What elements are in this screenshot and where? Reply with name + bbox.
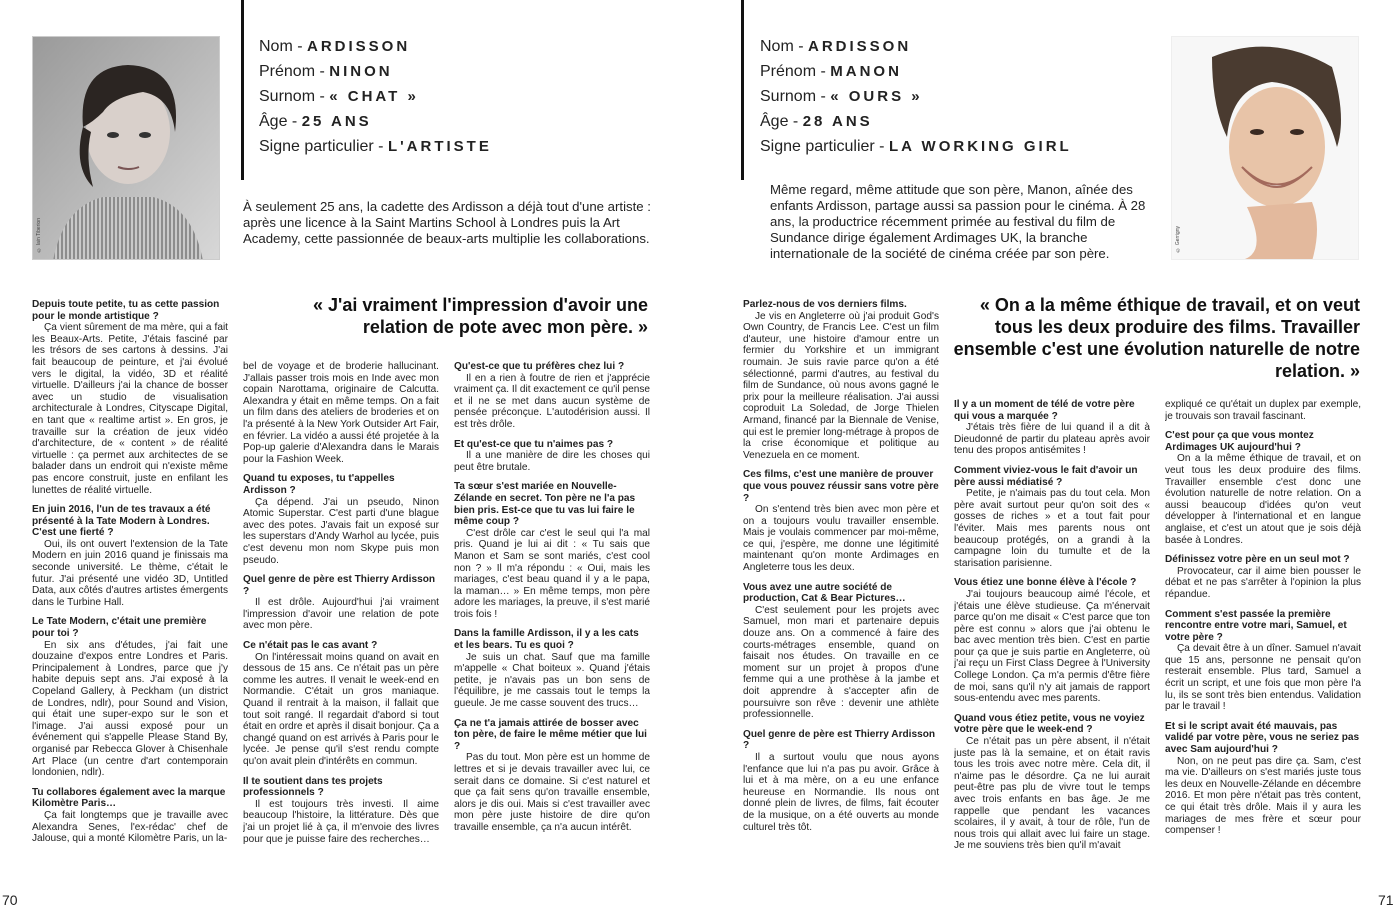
identity-row: Nom - ARDISSON <box>259 38 411 55</box>
identity-card-manon <box>760 34 1140 159</box>
interview-answer: Ce n'était pas un père absent, il n'était juste pas là la semaine, et on était ravis tous les trois avec notre mère. Cela dit, il n'aime pas le désordre. Ça ne lui aurait peut-être pas plu de vivre tout le temps avec trois enfants en bas âge. Je me rappelle que pendant les vacances scolaires, il y avait, à tour de rôle, l'un de nous trois qui allait avec lui faire un stage. Je me souviens très bien qu'il m'avait <box>954 736 1150 852</box>
interview-question: Tu collabores également avec la marque Kilomètre Paris… <box>32 786 226 810</box>
interview-question: Depuis toute petite, tu as cette passion pour le monde artistique ? <box>32 299 220 322</box>
interview-answer: C'est drôle car c'est le seul qui l'a mal pris. Quand je lui ai dit : « Tu sais que Manon et Sam se sont mariés, c'est cool non ? » Il m'a répondu : « Oui, mais les mariages, c'est beau quand il y a le papa, la maman… » En même temps, mon père adore les mariages, la preuve, il s'est marié trois fois ! <box>454 527 650 620</box>
continued-paragraph: bel de voyage et de broderie hallucinant. J'allais passer trois mois en Inde avec mon copain Narottama, originaire de Calcutta. Alexandra y était en même temps. On a fait un film dans des ateliers de broderies et on l'a présenté à la New York Outsider Art Fair, en février. La vidéo a aussi été projetée à la Pop-up galerie d'Alexandra dans le Marais pour la Fashion Week. <box>243 361 439 465</box>
interview-answer: Je suis un chat. Sauf que ma famille m'appelle « Chat boiteux ». Quand j'étais petite, je n'avais pas un bon sens de l'équilibre, je me cassais tout le temps la gueule. Je me casse souvent des trucs… <box>454 651 650 710</box>
interview-question: Ça ne t'a jamais attirée de bosser avec ton père, de faire le même métier que lui ? <box>454 717 647 752</box>
article-column-1 <box>32 299 228 899</box>
interview-answer: Il est drôle. Aujourd'hui j'ai vraiment l'impression d'avoir une relation de pote avec mon père. <box>243 597 439 632</box>
interview-answer: J'ai toujours beaucoup aimé l'école, et j'étais une élève studieuse. Ça m'énervait parce qu'on me disait « C'est parce que ton père est connu » alors que j'ai obtenu le bac avec mention très bien. C'est en partie pour ça que je suis partie en Angleterre, où j'ai reçu un First Class Degree à l'University College London. Ça m'a permis d'être fière de moi, sans qu'il n'y ait jamais de rapport sous-entendu avec mes parents. <box>954 588 1150 705</box>
interview-answer: Je vis en Angleterre où j'ai produit God's Own Country, de Francis Lee. C'est un film d'auteur, une histoire d'amour entre un fermier du Yorkshire et un immigrant roumain. Je suis ravie parce qu'on a été sélectionné, parmi d'autres, au festival du film de Sundance, où nous avons gagné le prix pour la meilleure réalisation. J'ai aussi coproduit La Soledad, de Jorge Thielen Armand, financé par la Biennale de Venise, qui est le premier long-métrage à propos de la crise économique et politique au Venezuela en ce moment. <box>743 310 939 461</box>
interview-answer: Oui, ils ont ouvert l'extension de la Tate Modern en juin 2016 quand je finissais ma seconde université. Le thème, c'était le futur. J'ai présenté une vidéo 3D, Untitled Data, aux côtés d'autres artistes émergents dans le Turbine Hall. <box>32 538 228 608</box>
article-column-3 <box>454 361 650 891</box>
identity-row: Nom - ARDISSON <box>760 38 912 55</box>
interview-answer: Provocateur, car il aime bien pousser le débat et ne pas s'arrêter à l'opinion la plus répandue. <box>1165 565 1361 600</box>
interview-question: Ces films, c'est une manière de prouver que vous pouvez réussir sans votre père ? <box>743 469 939 504</box>
interview-question: Qu'est-ce que tu préfères chez lui ? <box>454 361 625 372</box>
interview-question: Dans la famille Ardisson, il y a les cats et les bears. Tu es quoi ? <box>454 628 639 652</box>
photo-credit: © Gerrigny <box>1175 226 1181 253</box>
article-column-3 <box>1165 399 1361 891</box>
identity-row: Surnom - « CHAT » <box>259 88 419 105</box>
identity-row: Surnom - « OURS » <box>760 88 923 105</box>
photo-credit: © Iain Tiberion <box>36 218 42 253</box>
interview-question: Il te soutient dans tes projets professionnels ? <box>243 775 383 799</box>
interview-question: Quand tu exposes, tu t'appelles Ardisson ? <box>243 473 395 496</box>
interview-answer: Pas du tout. Mon père est un homme de lettres et si je devais travailler avec lui, ce serait dans ce domaine. Si c'est naturel et que ça fait sens qu'on travaille ensemble, alors je dis oui. Mais si c'est travailler avec mon père juste histoire de dire qu'on travaille ensemble, ça n'a aucun intérêt. <box>454 752 650 833</box>
interview-question: Vous avez une autre société de production, Cat & Bear Pictures… <box>743 581 906 605</box>
interview-answer: J'étais très fière de lui quand il a dit à Dieudonné de partir du plateau après avoir tenu des propos antisémites ! <box>954 422 1150 457</box>
interview-question: Parlez-nous de vos derniers films. <box>743 299 907 310</box>
article-column-1 <box>743 299 939 899</box>
interview-question: Et qu'est-ce que tu n'aimes pas ? <box>454 438 614 450</box>
interview-question: Quel genre de père est Thierry Ardisson ? <box>743 728 936 752</box>
identity-row: Signe particulier - LA WORKING GIRL <box>760 138 1072 155</box>
identity-card-ninon <box>259 34 559 159</box>
interview-question: Ta sœur s'est mariée en Nouvelle-Zélande en secret. Ton père ne l'a pas bien pris. Est-ce que tu vas lui faire le même coup ? <box>454 481 636 528</box>
interview-answer: Petite, je n'aimais pas du tout cela. Mon père avait surtout peur qu'on soit des « gosses de riches » et a tout fait pour l'éviter. Mais mes parents nous ont beaucoup protégés, on a grandi à la campagne loin du tumulte et de la starisation parisienne. <box>954 488 1150 569</box>
interview-answer: Il a surtout voulu que nous ayons l'enfance que lui n'a pas pu avoir. Grâce à lui et à ma mère, on a eu une enfance heureuse en Normandie. Ils nous ont donné plein de livres, de films, fait écouter de la musique, on a été ouverts au monde culturel très tôt. <box>743 751 939 833</box>
interview-answer: C'est seulement pour les projets avec Samuel, mon mari et partenaire depuis douze ans. On a commencé à faire des courts-métrages ensemble, quand on faisait nos études. On travaille en ce moment sur un projet à propos d'une femme qui a une prothèse à la jambe et doit apprendre à s'accepter afin de poursuivre son rêve : devenir une athlète professionnelle. <box>743 604 939 721</box>
interview-question: Quand vous étiez petite, vous ne voyiez votre père que le week-end ? <box>954 712 1145 736</box>
interview-answer: Ça devait être à un dîner. Samuel n'avait que 15 ans, personne ne pensait qu'on resterait ensemble. Plus tard, Samuel a écrit un script, et une fois que mon père l'a lu, ils se sont très bien entendus. Validation par le travail ! <box>1165 643 1361 713</box>
interview-question: En juin 2016, l'un de tes travaux a été présenté à la Tate Modern à Londres. C'est une fierté ? <box>32 504 211 539</box>
interview-question: Définissez votre père en un seul mot ? <box>1165 554 1350 566</box>
interview-question: Ce n'était pas le cas avant ? <box>243 640 378 652</box>
portrait-photo-manon <box>1171 36 1359 260</box>
divider-line <box>241 0 244 180</box>
interview-question: C'est pour ça que vous montez Ardimages UK aujourd'hui ? <box>1165 430 1314 453</box>
identity-row: Prénom - MANON <box>760 63 902 80</box>
page-number: 70 <box>2 892 18 908</box>
interview-answer: On s'entend très bien avec mon père et on a toujours voulu travailler ensemble. Mais je voulais commencer par moi-même, ce qui, j'espère, me donne une légitimité maintenant qu'on monte Ardimages en Angleterre tous les deux. <box>743 504 939 574</box>
interview-question: Vous étiez une bonne élève à l'école ? <box>954 577 1137 589</box>
interview-answer: Il en a rien à foutre de rien et j'apprécie vraiment ça. Il dit exactement ce qu'il pense et il ne se met dans aucun système de pensée préconçue. L'autodérision aussi. Il est très drôle. <box>454 372 650 430</box>
article-column-2 <box>954 399 1150 891</box>
interview-answer: Non, on ne peut pas dire ça. Sam, c'est ma vie. D'ailleurs on s'est mariés juste tous les deux en Nouvelle-Zélande en décembre 2016. Et mon père n'était pas très content, ce qui était très drôle. Mais il y aura les mariages de mes frère et sœur pour compenser ! <box>1165 755 1361 837</box>
interview-question: Comment s'est passée la première rencontre entre votre mari, Samuel, et votre père ? <box>1165 608 1347 643</box>
identity-row: Signe particulier - L'ARTISTE <box>259 138 492 155</box>
pull-quote: « On a la même éthique de travail, et on veut tous les deux produire des films. Travailler ensemble c'est une évolution naturelle de notre relation. » <box>953 295 1360 381</box>
interview-answer: On l'intéressait moins quand on avait en dessous de 15 ans. Ce n'était pas un père comme les autres. Il venait le week-end en Normandie. C'était un gros maniaque. Quand il rentrait à la maison, il fallait que tout soit rangé. Il regardait d'abord si tout était en ordre et après il disait bonjour. Ça a changé quand on est arrivés à Paris pour le lycée. Je pense qu'il s'est rendu compte qu'on avait plein d'intérêts en commun. <box>243 651 439 767</box>
article-column-2 <box>243 361 439 891</box>
interview-question: Et si le script avait été mauvais, pas validé par votre père, vous ne seriez pas avec Sam aujourd'hui ? <box>1165 720 1360 756</box>
interview-answer: Ça fait longtemps que je travaille avec Alexandra Senes, l'ex-rédac' chef de Jalouse, qui a monté Kilomètre Paris, un la- <box>32 809 228 845</box>
interview-answer: Il a une manière de dire les choses qui peut être brutale. <box>454 450 650 473</box>
identity-row: Âge - 28 ANS <box>760 113 873 130</box>
portrait-photo-ninon <box>32 36 220 260</box>
interview-question: Il y a un moment de télé de votre père qui vous a marquée ? <box>954 399 1135 422</box>
interview-answer: Il est toujours très investi. Il aime beaucoup l'histoire, la littérature. Dès que j'ai un projet lié à ça, il m'envoie des livres pour que je puisse faire des recherches… <box>243 798 439 845</box>
divider-line <box>741 0 744 180</box>
interview-answer: Ça vient sûrement de ma mère, qui a fait les Beaux-Arts. Petite, J'étais fasciné par les trésors de ses cartons à dessins. J'ai fait beaucoup de peinture, et j'ai évolué vers le digital, la vidéo, 3D et réalité virtuelle. D'ailleurs j'ai la chance de bosser avec un studio de visualisation architecturale à Londres, Cityscape Digital, en tant que « realtime artist ». En gros, je travaille sur la création de jeux vidéo d'architecture, de « content » de réalité virtuelle : ça permet aux architectes de se balader dans un endroit qui n'existe même pas encore construit, juste en enfilant les lunettes de réalité virtuelle. <box>32 322 228 496</box>
identity-row: Prénom - NINON <box>259 63 393 80</box>
pull-quote: « J'ai vraiment l'impression d'avoir une relation de pote avec mon père. » <box>313 295 648 337</box>
interview-answer: Ça dépend. J'ai un pseudo, Ninon Atomic Superstar. C'est parti d'une blague avec des potes. J'avais fait un exposé sur les superstars d'Andy Warhol au lycée, puis c'est devenu mon nom Skype puis mon pseudo. <box>243 496 439 566</box>
page-number: 71 <box>1378 892 1394 908</box>
identity-row: Âge - 25 ANS <box>259 113 372 130</box>
interview-answer: En six ans d'études, j'ai fait une douzaine d'expos entre Londres et Paris. Principalement à Londres, parce que j'y habite depuis sept ans. J'ai exposé à la Copeland Gallery, à Peckham (un district de Londres, ndlr), pour Sound and Vision, qui était une super-expo sur le son et l'image. J'ai aussi exposé pour un événement qui s'appelle Please Stand By, organisé par Rebecca Glover à Chisenhale Art Place (un centre d'art contemporain londonien, ndlr). <box>32 639 228 779</box>
continued-paragraph: expliqué ce qu'était un duplex par exemple, je trouvais son travail fascinant. <box>1165 399 1361 422</box>
interview-question: Le Tate Modern, c'était une première pour toi ? <box>32 616 207 640</box>
intro-paragraph: À seulement 25 ans, la cadette des Ardisson a déjà tout d'une artiste : après une licence à la Saint Martins School à Londres puis la Art Academy, cette passionnée de beaux-arts multiplie les collaborations. <box>243 199 651 246</box>
interview-question: Comment viviez-vous le fait d'avoir un père aussi médiatisé ? <box>954 464 1138 488</box>
interview-question: Quel genre de père est Thierry Ardisson ? <box>243 574 436 597</box>
intro-paragraph: Même regard, même attitude que son père, Manon, aînée des enfants Ardisson, partage aussi sa passion pour le cinéma. À 28 ans, la productrice récemment primée au festival du film de Sundance dirige également Ardimages UK, la branche internationale de la société de cinéma créée par son père. <box>770 182 1146 261</box>
interview-answer: On a la même éthique de travail, et on veut tous les deux produire des films. Travailler ensemble c'est donc une évolution naturelle de notre relation. On a aussi beaucoup d'idées qu'on veut développer à l'international et en langue anglaise, et c'est un atout que je sois déjà basée à Londres. <box>1165 453 1361 546</box>
